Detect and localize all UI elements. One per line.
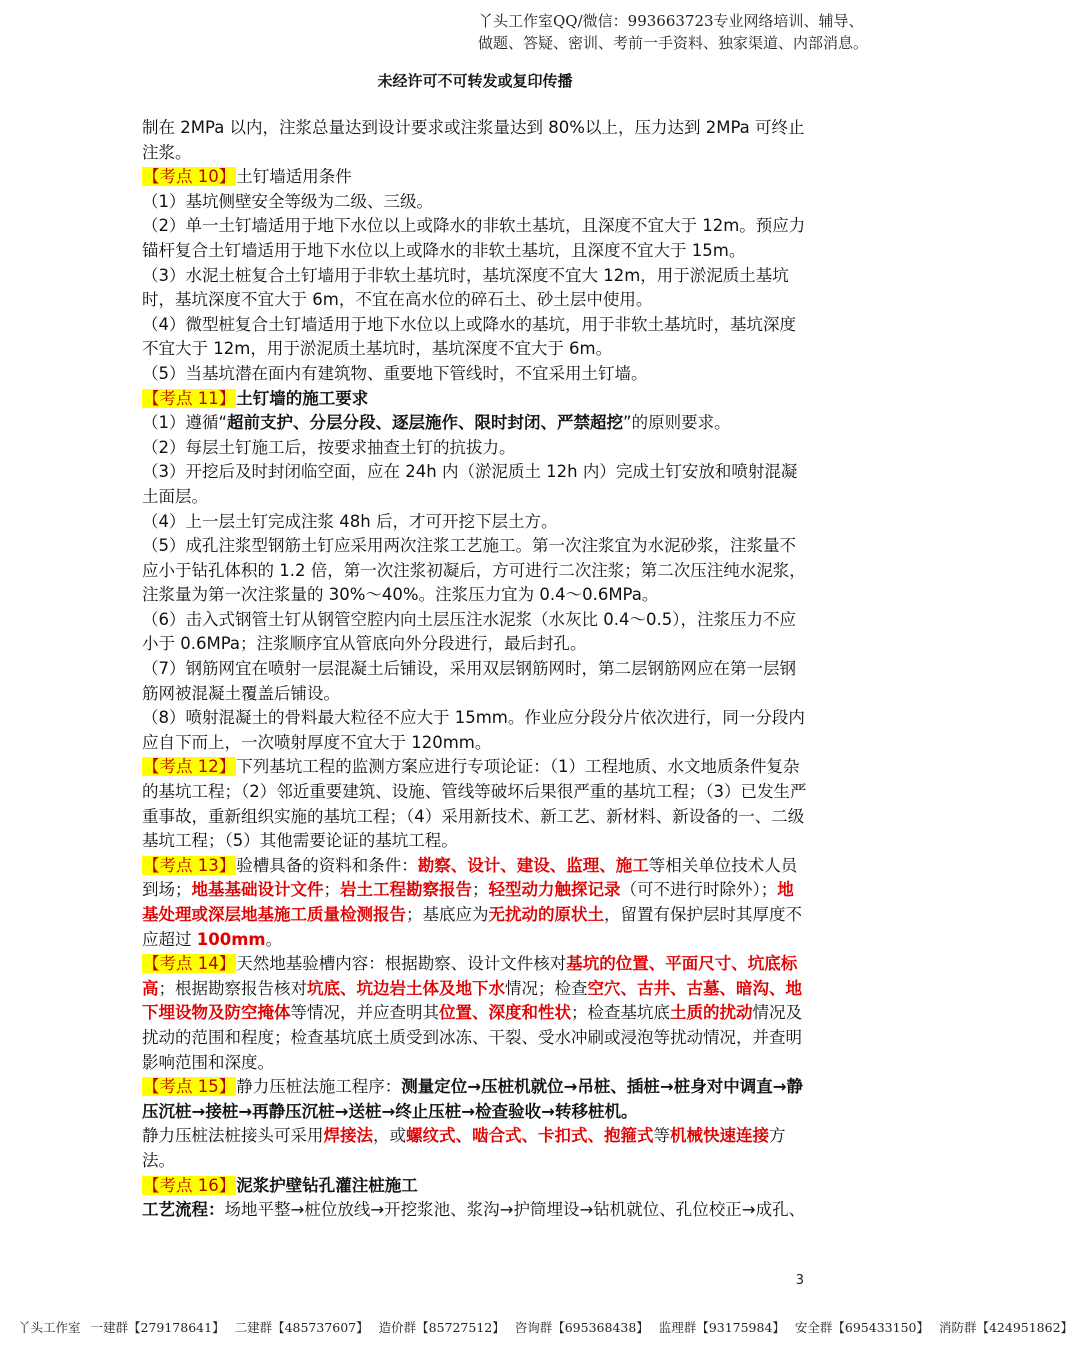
section-tag: 【考点 10】 [143,167,236,187]
section-title: 土钉墙的施工要求 [236,388,369,408]
text-run: 验槽具备的资料和条件： [236,855,418,875]
list-item: （8）喷射混凝土的骨料最大粒径不应大于 15mm。作业应分段分片依次进行，同一分段内应自下而上，一次喷射厚度不宜大于 120mm。 [142,708,805,752]
section-k10-heading [142,165,810,190]
text-run: 天然地基验槽内容：根据勘察、设计文件核对 [236,954,567,974]
text-run: 等相关单位技术人员到场； [142,855,798,900]
emphasis-text: 螺纹式、啮合式、卡扣式、抱箍式 [406,1126,654,1146]
section-title: 泥浆护壁钻孔灌注桩施工 [236,1175,418,1195]
section-k13 [142,854,810,952]
footer-studio: 丫头工作室 [18,1320,81,1335]
text-run: （1）遵循“ [142,413,228,433]
list-item: （2）单一土钉墙适用于地下水位以上或降水的非软土基坑，且深度不宜大于 12m。预应力锚杆复合土钉墙适用于地下水位以上或降水的非软土基坑，且深度不宜大于 15m。 [142,216,806,260]
bold-text: 测量定位→压桩机就位→吊桩、插桩→桩身对中调直→静压沉桩→接桩→再静压沉桩→送桩→终止压桩→检查验收→转移桩机。 [142,1077,804,1121]
section-tag: 【考点 13】 [143,855,236,875]
emphasis-text: 100mm [196,929,266,949]
section-k11-heading [142,387,810,412]
text-run: 情况；检查 [505,978,588,998]
text-run: ； [472,880,489,900]
emphasis-text: 位置、深度和性状 [439,1003,571,1023]
paragraph-continuation: 制在 2MPa 以内，注浆总量达到设计要求或注浆量达到 80%以上，压力达到 2MPa 可终止注浆。 [142,118,805,162]
emphasis-text: 岩土工程勘察报告 [340,880,472,900]
text-run: 情况及扰动的范围和程度；检查基坑底土质受到冰冻、干裂、受水冲刷或浸泡等扰动情况，并查明影响范围和深度。 [142,1003,802,1072]
footer-group: 一建群【279178641】 [90,1320,225,1335]
section-k14 [142,952,810,1075]
section-tag: 【考点 12】 [143,757,236,777]
list-item: （6）击入式钢管土钉从钢管空腔内向土层压注水泥浆（水灰比 0.4～0.5），注浆压力不应小于 0.6MPa；注浆顺序宜从管底向外分段进行，最后封孔。 [142,609,796,654]
list-item: （4）上一层土钉完成注浆 48h 后，才可开挖下层土方。 [142,511,558,531]
emphasis-text: 轻型动力触探记录 [488,880,621,900]
header-note-line1: 丫头工作室QQ/微信：993663723专业网络培训、辅导、 [478,12,864,30]
footer-group: 监理群【93175984】 [658,1320,785,1335]
emphasis-text: 坑底、坑边岩土体及地下水 [307,978,505,998]
emphasis-text: 基坑的位置、平面尺寸、坑底标高 [142,954,798,998]
list-item: （5）成孔注浆型钢筋土钉应采用两次注浆工艺施工。第一次注浆宜为水泥砂浆，注浆量不应小于钻孔体积的 1.2 倍，第一次注浆初凝后，方可进行二次注浆；第二次压注纯水泥浆，注浆量为第一次注浆量的 30%～40%。注浆压力宜为 0.4～0.6MPa。 [142,536,806,605]
footer-group: 消防群【424951862】 [938,1320,1074,1335]
emphasis-text: 空穴、古井、古墓、暗沟、地下埋设物及防空掩体 [142,978,802,1023]
section-tag: 【考点 14】 [143,954,236,974]
section-k15 [142,1075,810,1124]
text-run: （可不进行时除外）； [620,880,778,900]
list-item: （3）水泥土桩复合土钉墙用于非软土基坑时，基坑深度不宜大 12m，用于淤泥质土基坑时，基坑深度不宜大于 6m，不宜在高水位的碎石土、砂土层中使用。 [142,265,789,310]
section-k12 [142,755,810,853]
section-k15-joints [142,1124,810,1173]
section-tag: 【考点 16】 [143,1175,236,1195]
bold-text: 超前支护、分层分段、逐层施作、限时封闭、严禁超挖 [227,413,624,433]
emphasis-text: 焊接法 [323,1126,373,1146]
document-body [142,116,810,1223]
text-run: ；检查基坑底 [571,1003,670,1023]
emphasis-text: 地基处理或深层地基施工质量检测报告 [142,880,794,924]
text-run: 静力压桩法桩接头可采用 [142,1126,324,1146]
list-item: （5）当基坑潜在面内有建筑物、重要地下管线时，不宜采用土钉墙。 [142,363,648,383]
text-run: 等情况，并应查明其 [290,1003,439,1023]
emphasis-text: 地基基础设计文件 [191,880,324,900]
emphasis-text: 土质的扰动 [670,1003,753,1023]
text-run: 。 [265,929,283,949]
emphasis-text: 无扰动的原状土 [488,905,604,924]
footer [18,1318,1074,1336]
emphasis-text: 勘察、设计、建设、监理、施工 [417,855,649,875]
list-item: （3）开挖后及时封闭临空面，应在 24h 内（淤泥质土 12h 内）完成土钉安放和喷射混凝土面层。 [142,462,798,506]
text-run: ，留置有保护层时其厚度不应超过 [142,905,802,949]
footer-group: 咨询群【695368438】 [514,1320,649,1335]
list-item: （1）基坑侧壁安全等级为二级、三级。 [142,191,433,211]
text-run: 静力压桩法施工程序： [236,1077,402,1097]
list-item: （4）微型桩复合土钉墙适用于地下水位以上或降水的基坑，用于非软土基坑时，基坑深度不宜大于 12m，用于淤泥质土基坑时，基坑深度不宜大于 6m。 [142,314,796,359]
section-text: 下列基坑工程的监测方案应进行专项论证：（1）工程地质、水文地质条件复杂的基坑工程；（2）邻近重要建筑、设施、管线等破坏后果很严重的基坑工程；（3）已发生严重事故，重新组织实施的基坑工程；（4）采用新技术、新工艺、新材料、新设备的一、二级基坑工程；（5）其他需要论证的基坑工程。 [142,757,807,851]
list-item: （2）每层土钉施工后，按要求抽查土钉的抗拔力。 [142,437,516,457]
footer-group: 安全群【695433150】 [794,1320,929,1335]
header-note [478,10,898,54]
text-run: ”的原则要求。 [623,413,731,433]
copy-restriction-notice: 未经许可不可转发或复印传播 [377,72,573,90]
process-flow [142,1198,810,1223]
text-run: ；基底应为 [406,905,489,924]
section-k16-heading [142,1174,810,1199]
text-run: 方法。 [142,1126,786,1170]
section-title: 土钉墙适用条件 [236,167,352,187]
footer-group: 二建群【485737607】 [234,1320,369,1335]
text-run: ； [323,880,340,900]
section-tag: 【考点 11】 [143,388,236,408]
page-number: 3 [795,1273,804,1288]
header-note-line2: 做题、答疑、密训、考前一手资料、独家渠道、内部消息。 [478,34,869,52]
text-run: 场地平整→桩位放线→开挖浆池、浆沟→护筒埋设→钻机就位、孔位校正→成孔、 [224,1200,806,1220]
text-run: ；根据勘察报告核对 [158,978,307,998]
footer-group: 造价群【85727512】 [378,1320,505,1335]
text-run: ，或 [373,1126,406,1146]
text-run: 等 [653,1126,670,1146]
bold-text: 工艺流程： [142,1200,225,1220]
emphasis-text: 机械快速连接 [670,1126,769,1146]
list-item [142,411,810,436]
section-tag: 【考点 15】 [143,1077,236,1097]
list-item: （7）钢筋网宜在喷射一层混凝土后铺设，采用双层钢筋网时，第二层钢筋网应在第一层钢筋网被混凝土覆盖后铺设。 [142,659,796,703]
